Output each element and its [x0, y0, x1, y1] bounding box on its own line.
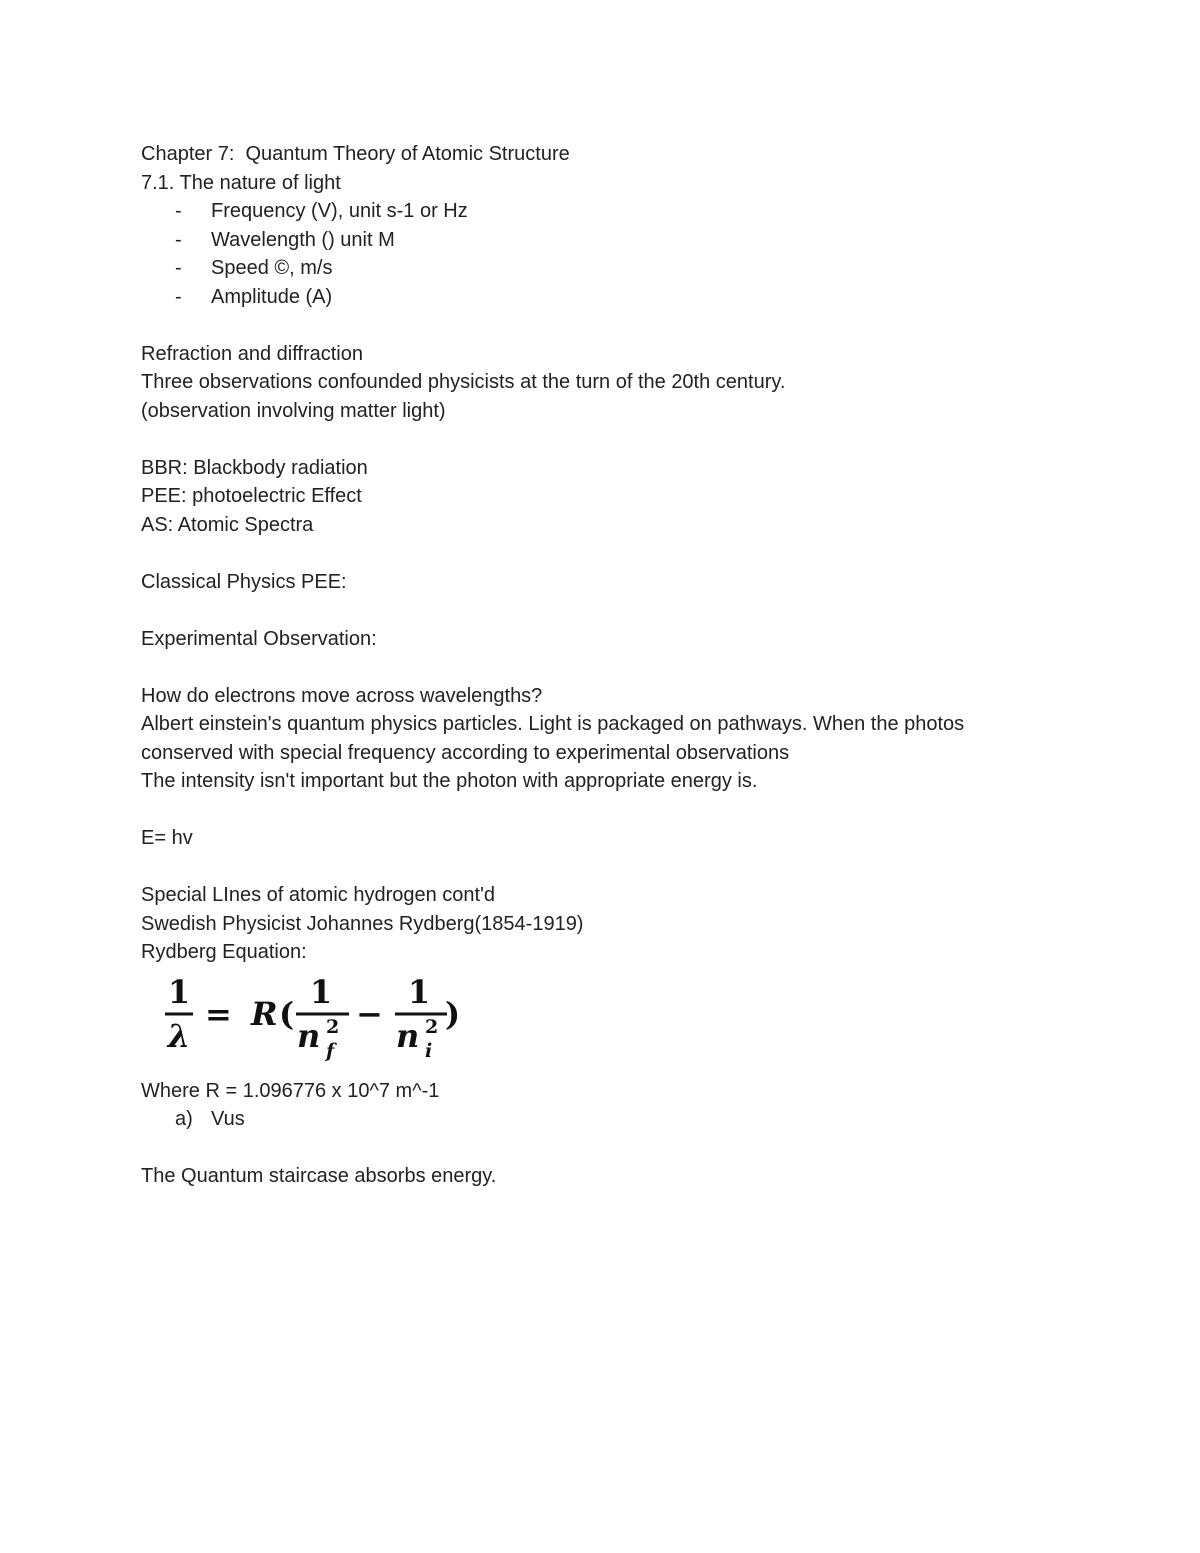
paragraph-line: How do electrons move across wavelengths?	[141, 684, 543, 707]
document-title: Chapter 7: Quantum Theory of Atomic Structure	[141, 143, 570, 165]
spacer	[141, 425, 1101, 454]
spacer	[141, 1134, 1101, 1163]
eq-frac2-den-base: n	[396, 1016, 420, 1055]
energy-equation: E= hv	[141, 827, 193, 849]
paragraph-line: (observation involving matter light)	[141, 399, 446, 422]
eq-frac2-numerator: 1	[407, 972, 431, 1011]
bullet-dash: -	[175, 228, 182, 251]
eq-frac1-den-base: n	[297, 1016, 321, 1055]
bullet-dash: -	[175, 200, 182, 222]
document-page	[141, 140, 1101, 1191]
lettered-list	[141, 1105, 1101, 1134]
list-item-text: Wavelength () unit M	[211, 228, 395, 251]
spacer	[141, 796, 1101, 825]
list-item	[141, 283, 1101, 312]
list-marker: a)	[175, 1108, 193, 1130]
paragraph-line: Rydberg Equation:	[141, 941, 307, 963]
eq-open-paren: (	[279, 994, 295, 1033]
list-item	[141, 197, 1101, 226]
paragraph-line: The intensity isn't important but the photon with appropriate energy is.	[141, 770, 758, 792]
eq-close-paren: )	[445, 994, 461, 1033]
paragraph-line: Where R = 1.096776 x 10^7 m^-1	[141, 1079, 440, 1102]
eq-equals: =	[205, 994, 232, 1033]
paragraph-line: Swedish Physicist Johannes Rydberg(1854-1919)	[141, 912, 584, 935]
list-item-text: Frequency (V), unit s-1 or Hz	[211, 200, 468, 222]
eq-lhs-numerator: 1	[167, 972, 191, 1011]
eq-frac1-den-sup: 2	[326, 1015, 340, 1038]
paragraph-line: The Quantum staircase absorbs energy.	[141, 1165, 497, 1187]
section-heading: 7.1. The nature of light	[141, 171, 341, 194]
paragraph-line: Refraction and diffraction	[141, 342, 363, 365]
rydberg-equation-graphic	[163, 967, 563, 1067]
spacer	[141, 596, 1101, 625]
paragraph-line: Classical Physics PEE:	[141, 570, 347, 593]
paragraph-line: Albert einstein's quantum physics particles. Light is packaged on pathways. When the photos	[141, 713, 965, 735]
rydberg-equation	[141, 967, 1101, 1077]
eq-frac2-den-sub: i	[425, 1039, 433, 1062]
spacer	[141, 539, 1101, 568]
paragraph-line: Experimental Observation:	[141, 627, 377, 650]
paragraph-line: AS: Atomic Spectra	[141, 513, 314, 536]
list-item-text: Amplitude (A)	[211, 285, 333, 308]
eq-lhs-denominator: λ	[167, 1016, 191, 1055]
paragraph-line: Special LInes of atomic hydrogen cont'd	[141, 884, 496, 906]
paragraph-line: PEE: photoelectric Effect	[141, 485, 362, 507]
list-item	[141, 254, 1101, 283]
spacer	[141, 653, 1101, 682]
list-item-text: Speed ©, m/s	[211, 257, 333, 279]
eq-frac2-den-sup: 2	[425, 1015, 439, 1038]
paragraph-line: BBR: Blackbody radiation	[141, 456, 368, 479]
paragraph-line: Three observations confounded physicists at the turn of the 20th century.	[141, 371, 786, 393]
eq-R: R	[251, 994, 278, 1033]
properties-list	[141, 197, 1101, 311]
list-item-text: Vus	[211, 1108, 245, 1130]
spacer	[141, 311, 1101, 340]
bullet-dash: -	[175, 285, 182, 308]
list-item	[141, 226, 1101, 255]
eq-frac1-den-sub: f	[326, 1039, 335, 1062]
list-item	[141, 1105, 1101, 1134]
bullet-dash: -	[175, 257, 182, 279]
eq-minus: −	[356, 994, 383, 1033]
eq-frac1-numerator: 1	[309, 972, 333, 1011]
spacer	[141, 853, 1101, 882]
paragraph-line: conserved with special frequency according to experimental observations	[141, 741, 790, 764]
